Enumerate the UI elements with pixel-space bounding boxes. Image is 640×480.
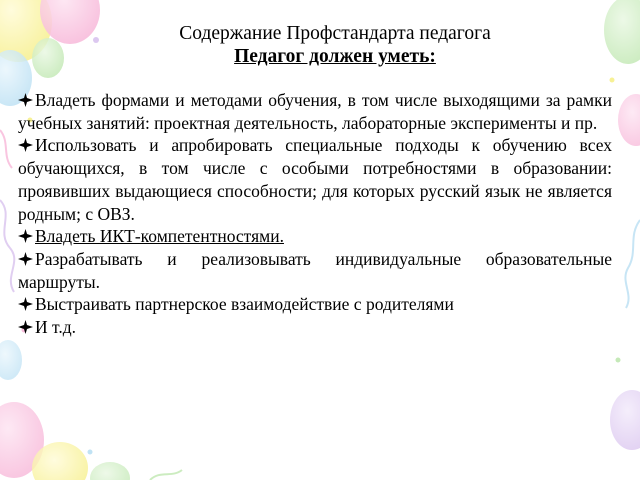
list-item bbox=[18, 134, 612, 225]
slide-title: Содержание Профстандарта педагога bbox=[179, 23, 491, 44]
bullet-list bbox=[18, 89, 612, 339]
bullet-text: Разрабатывать и реализовывать индивидуальные образовательные маршруты. bbox=[18, 248, 612, 292]
diamond-bullet-icon bbox=[18, 138, 33, 152]
diamond-bullet-icon bbox=[18, 229, 33, 243]
diamond-bullet-icon bbox=[18, 297, 33, 311]
bullet-text: И т.д. bbox=[35, 317, 76, 338]
bullet-text: Владеть ИКТ-компетентностями. bbox=[35, 226, 284, 247]
diamond-bullet-icon bbox=[18, 93, 33, 107]
list-item bbox=[18, 316, 612, 339]
bullet-text: Выстраивать партнерское взаимодействие с родителями bbox=[35, 294, 454, 315]
bullet-text: Использовать и апробировать специальные подходы к обучению всех обучающихся, в том числе с особыми потребностями в образовании: проявивших выдающиеся способности; для которых русский язык не является родным; с ОВЗ. bbox=[18, 135, 612, 224]
slide-content bbox=[18, 22, 612, 339]
diamond-bullet-icon bbox=[18, 252, 33, 266]
list-item bbox=[18, 248, 612, 293]
list-item bbox=[18, 89, 612, 134]
list-item bbox=[18, 225, 612, 248]
bullet-text: Владеть формами и методами обучения, в том числе выходящими за рамки учебных занятий: проектная деятельность, лабораторные эксперименты и пр. bbox=[18, 90, 612, 133]
diamond-bullet-icon bbox=[18, 320, 33, 334]
list-item bbox=[18, 293, 612, 316]
slide-subtitle: Педагог должен уметь: bbox=[234, 46, 436, 67]
